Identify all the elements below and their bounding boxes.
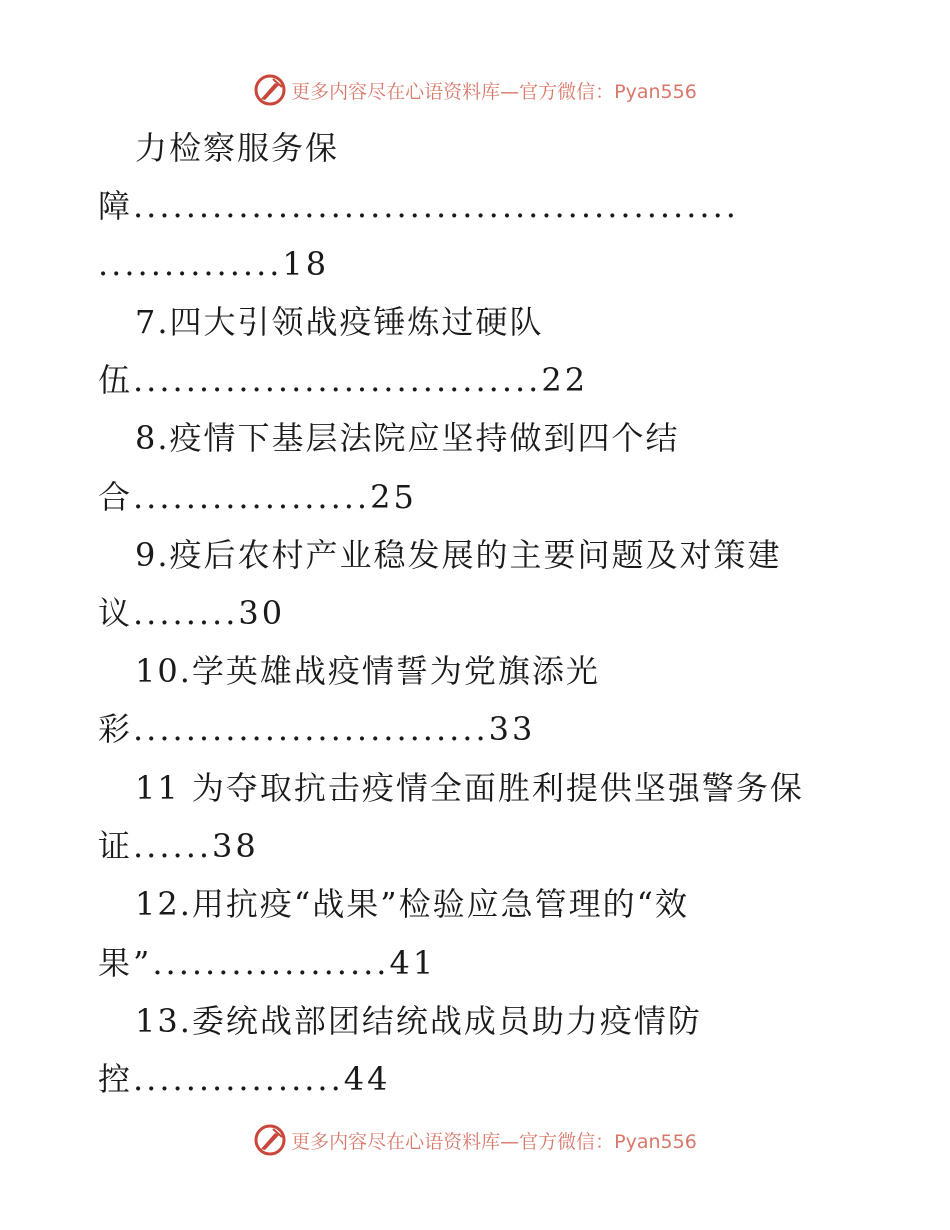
toc-entry-line: 11 为夺取抗击疫情全面胜利提供坚强警务保 bbox=[135, 769, 804, 807]
toc-entry-line: 7.四大引领战疫锤炼过硬队 bbox=[135, 303, 544, 341]
toc-entry-line: 12.用抗疫“战果”检验应急管理的“效 bbox=[135, 885, 689, 923]
toc-entry-line: 障.............................................. bbox=[98, 187, 739, 225]
toc-entry-line: 力检察服务保 bbox=[135, 129, 340, 167]
toc-entry-line: 果”..................41 bbox=[98, 944, 437, 982]
quill-seal-icon bbox=[253, 73, 287, 107]
toc-entry-line: 9.疫后农村产业稳发展的主要问题及对策建 bbox=[135, 536, 782, 574]
toc-entry-line: 控................44 bbox=[98, 1060, 391, 1098]
toc-entry-line: 议........30 bbox=[98, 594, 286, 632]
header-watermark bbox=[0, 70, 950, 110]
watermark-text: 更多内容尽在心语资料库—官方微信：Pyan556 bbox=[291, 80, 697, 103]
toc-entry-line: 证......38 bbox=[98, 827, 259, 865]
toc-entry-line: 合..................25 bbox=[98, 478, 417, 516]
toc-entry-line: 彩...........................33 bbox=[98, 710, 536, 748]
toc-entry-line: ..............18 bbox=[98, 245, 330, 283]
toc-entry-line: 8.疫情下基层法院应坚持做到四个结 bbox=[135, 419, 680, 457]
quill-seal-icon bbox=[253, 1123, 287, 1157]
toc-entry-line: 10.学英雄战疫情誓为党旗添光 bbox=[135, 652, 600, 690]
toc-entry-line: 伍...............................22 bbox=[98, 361, 589, 399]
watermark-text: 更多内容尽在心语资料库—官方微信：Pyan556 bbox=[291, 1130, 697, 1153]
footer-watermark bbox=[0, 1120, 950, 1160]
toc-entry-line: 13.委统战部团结统战成员助力疫情防 bbox=[135, 1002, 702, 1040]
